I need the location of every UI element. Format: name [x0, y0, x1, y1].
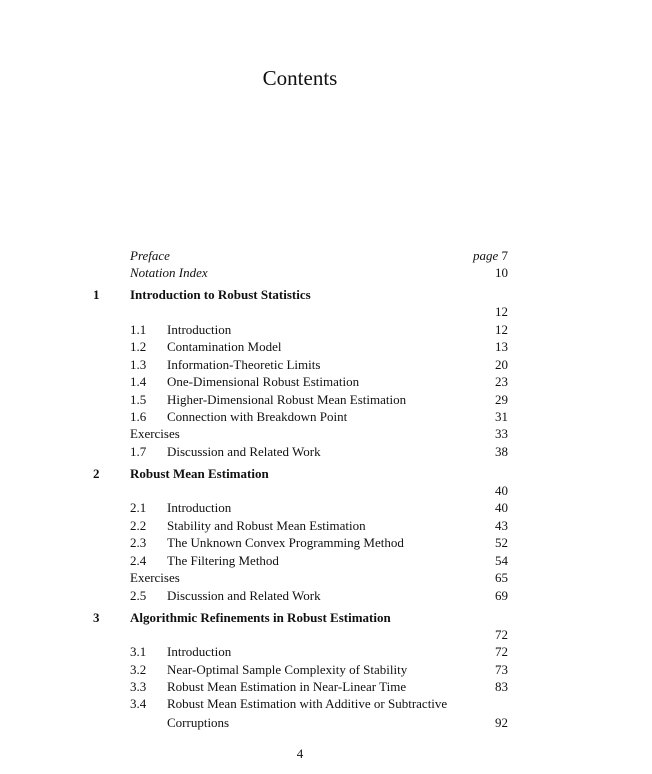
chapter-page: 72: [495, 627, 508, 642]
section-number: 1.1: [130, 322, 147, 337]
chapter-title: Robust Mean Estimation: [130, 466, 269, 481]
section-page: 12: [495, 322, 508, 337]
section-page: 83: [495, 679, 508, 694]
section-number: 1.6: [130, 409, 147, 424]
section-number: 3.2: [130, 662, 147, 677]
section-title: Discussion and Related Work: [167, 444, 321, 459]
section-title: Introduction: [167, 500, 232, 515]
section-page: 73: [495, 662, 508, 677]
section-title: One-Dimensional Robust Estimation: [167, 374, 360, 389]
section-number: 2.4: [130, 553, 147, 568]
chapter-number: 2: [93, 466, 100, 481]
section-number: 1.7: [130, 444, 147, 459]
section-page: 38: [495, 444, 508, 459]
page-number: 7: [501, 248, 508, 263]
section-title: Introduction: [167, 322, 232, 337]
section-page: 40: [495, 500, 508, 515]
section-title: The Filtering Method: [167, 553, 279, 568]
section-title: Information-Theoretic Limits: [167, 357, 321, 372]
section-title: Robust Mean Estimation in Near-Linear Time: [167, 679, 407, 694]
toc-entry-page: [428, 248, 508, 264]
section-number: 3.4: [130, 696, 147, 711]
section-number: 3.1: [130, 644, 147, 659]
section-number: 1.4: [130, 374, 147, 389]
toc-entry-title: Preface: [130, 248, 170, 263]
exercises-title: Exercises: [130, 426, 180, 441]
page-prefix: page: [472, 248, 499, 263]
section-page: 13: [495, 339, 508, 354]
chapter-title: Introduction to Robust Statistics: [130, 287, 311, 302]
contents-title: Contents: [262, 66, 338, 90]
chapter-number: 3: [93, 610, 100, 625]
section-title: Contamination Model: [167, 339, 282, 354]
section-number: 1.5: [130, 392, 147, 407]
section-title: Higher-Dimensional Robust Mean Estimation: [167, 392, 407, 407]
page-number-footer: 4: [296, 746, 304, 761]
section-page: 43: [495, 518, 508, 533]
exercises-title: Exercises: [130, 570, 180, 585]
section-number: 2.5: [130, 588, 147, 603]
chapter-page: 40: [495, 483, 508, 498]
section-page: 52: [495, 535, 508, 550]
section-page: 20: [495, 357, 508, 372]
section-page: 23: [495, 374, 508, 389]
section-number: 2.1: [130, 500, 147, 515]
section-page: 31: [495, 409, 508, 424]
section-page: 92: [495, 715, 508, 730]
section-number: 1.2: [130, 339, 147, 354]
toc-entry-title: Notation Index: [130, 265, 208, 280]
section-title: Near-Optimal Sample Complexity of Stability: [167, 662, 408, 677]
chapter-title: Algorithmic Refinements in Robust Estimation: [130, 610, 391, 625]
exercises-page: 33: [495, 426, 508, 441]
section-title: Robust Mean Estimation with Additive or Subtractive: [167, 696, 448, 711]
section-title-continued: Corruptions: [167, 715, 230, 730]
section-title: Stability and Robust Mean Estimation: [167, 518, 366, 533]
toc-entry-page: 10: [495, 265, 508, 280]
exercises-page: 65: [495, 570, 508, 585]
section-title: Connection with Breakdown Point: [167, 409, 348, 424]
section-title: The Unknown Convex Programming Method: [167, 535, 404, 550]
section-number: 3.3: [130, 679, 147, 694]
section-number: 2.3: [130, 535, 147, 550]
chapter-number: 1: [93, 287, 100, 302]
chapter-page: 12: [495, 304, 508, 319]
section-page: 54: [495, 553, 508, 568]
section-title: Introduction: [167, 644, 232, 659]
section-number: 1.3: [130, 357, 147, 372]
section-page: 72: [495, 644, 508, 659]
section-number: 2.2: [130, 518, 147, 533]
section-page: 69: [495, 588, 508, 603]
section-title: Discussion and Related Work: [167, 588, 321, 603]
section-page: 29: [495, 392, 508, 407]
